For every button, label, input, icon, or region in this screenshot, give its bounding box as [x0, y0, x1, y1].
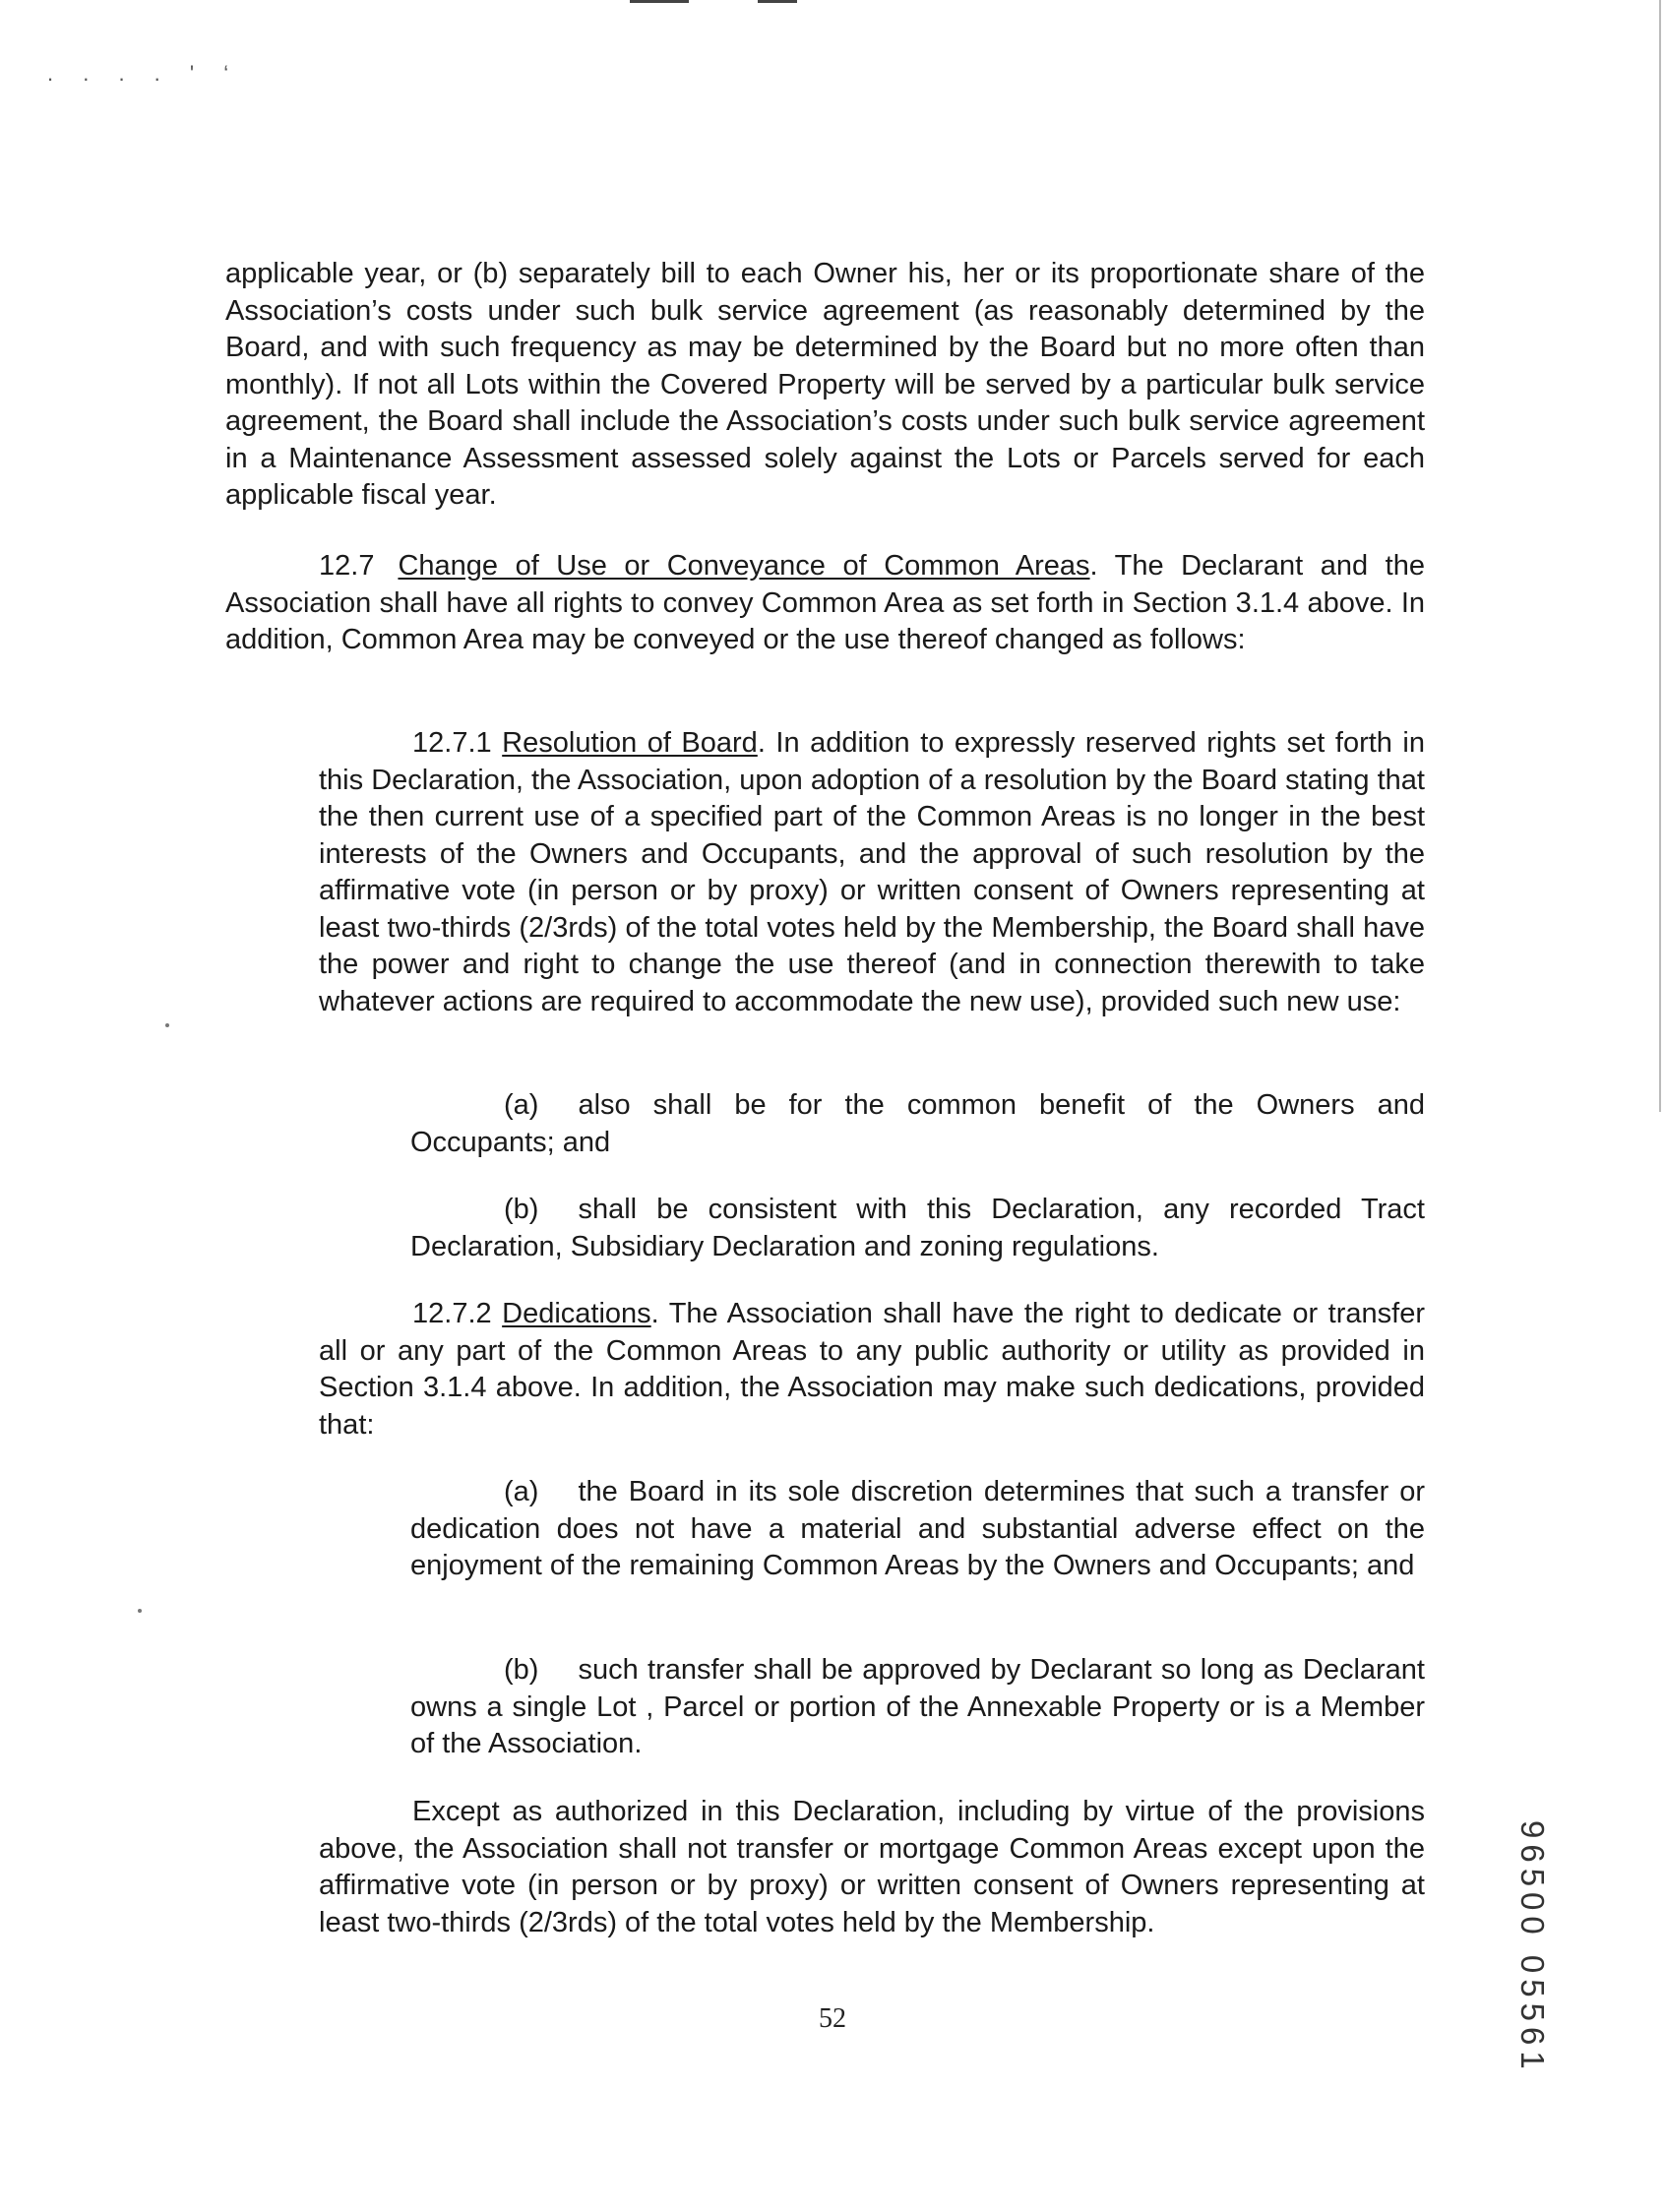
section-number: 12.7.2 — [412, 1298, 492, 1329]
list-item — [410, 1652, 1425, 1763]
section-number: 12.7 — [319, 550, 375, 582]
list-item — [410, 1087, 1425, 1161]
section-12-7-1 — [319, 725, 1425, 1020]
section-number: 12.7.1 — [412, 727, 492, 759]
page-number: 52 — [819, 2003, 846, 2034]
list-item — [410, 1192, 1425, 1265]
list-item — [410, 1474, 1425, 1585]
item-text: the Board in its sole discretion determines that such a transfer or dedication does not have a material and substantial adverse effect on the enjoyment of the remaining Common Areas by the Owners and Occupants; and — [410, 1476, 1425, 1581]
scan-speck — [165, 1023, 169, 1027]
scan-edge-line — [1659, 0, 1661, 1112]
item-label: (a) — [504, 1089, 539, 1121]
section-heading: Change of Use or Conveyance of Common Areas — [398, 550, 1090, 582]
section-text: . The Association shall have the right to dedicate or transfer all or any part of the Common Areas to any public authority or utility as provided in Section 3.1.4 above. In addition, the Association may make such dedications, provided that: — [319, 1298, 1425, 1441]
item-label: (a) — [504, 1476, 539, 1507]
section-text: . In addition to expressly reserved rights set forth in this Declaration, the Association, upon adoption of a resolution by the Board stating that the then current use of a specified part of the Common Areas is no longer in the best interests of the Owners and Occupants, and the approval of such resolution by the affirmative vote (in person or by proxy) or written consent of Owners representing at least two-thirds (2/3rds) of the total votes held by the Membership, the Board shall have the power and right to change the use thereof (and in connection therewith to take whatever actions are required to accommodate the new use), provided such new use: — [319, 727, 1426, 1017]
item-text: shall be consistent with this Declaration, any recorded Tract Declaration, Subsidiary Declaration and zoning regulations. — [410, 1194, 1425, 1262]
section-heading: Dedications — [502, 1298, 651, 1329]
item-text: such transfer shall be approved by Declarant so long as Declarant owns a single Lot , Parcel or portion of the Annexable Property or is a Member of the Association. — [410, 1654, 1425, 1759]
item-label: (b) — [504, 1194, 539, 1225]
section-heading: Resolution of Board — [502, 727, 758, 759]
section-12-7 — [225, 548, 1425, 659]
scan-speck — [138, 1609, 142, 1613]
section-12-7-2 — [319, 1296, 1425, 1444]
paragraph-except: Except as authorized in this Declaration, including by virtue of the provisions above, the Association shall not transfer or mortgage Common Areas except upon the affirmative vote (in person or by proxy) or written consent of Owners representing at least two-thirds (2/3rds) of the total votes held by the Membership. — [319, 1796, 1425, 1938]
scan-artifact-top — [610, 0, 836, 4]
section-text: . The Declarant and the Association shall have all rights to convey Common Area as set forth in Section 3.1.4 above. In addition, Common Area may be conveyed or the use thereof changed as follows: — [225, 550, 1425, 655]
item-text: also shall be for the common benefit of the Owners and Occupants; and — [410, 1089, 1425, 1158]
paragraph-intro: applicable year, or (b) separately bill to each Owner his, her or its proportionate share of the Association’s costs under such bulk service agreement (as reasonably determined by the Board, and with such frequency as may be determined by the Board but no more often than monthly). If not all Lots within the Covered Property will be served by a particular bulk service agreement, the Board shall include the Association’s costs under such bulk service agreement in a Maintenance Assessment assessed solely against the Lots or Parcels served for each applicable fiscal year. — [225, 258, 1425, 511]
recording-stamp: 96500 05561 — [1514, 1820, 1551, 2075]
scan-artifact-dots: . . . . ' ‘ — [47, 61, 241, 86]
item-label: (b) — [504, 1654, 539, 1686]
